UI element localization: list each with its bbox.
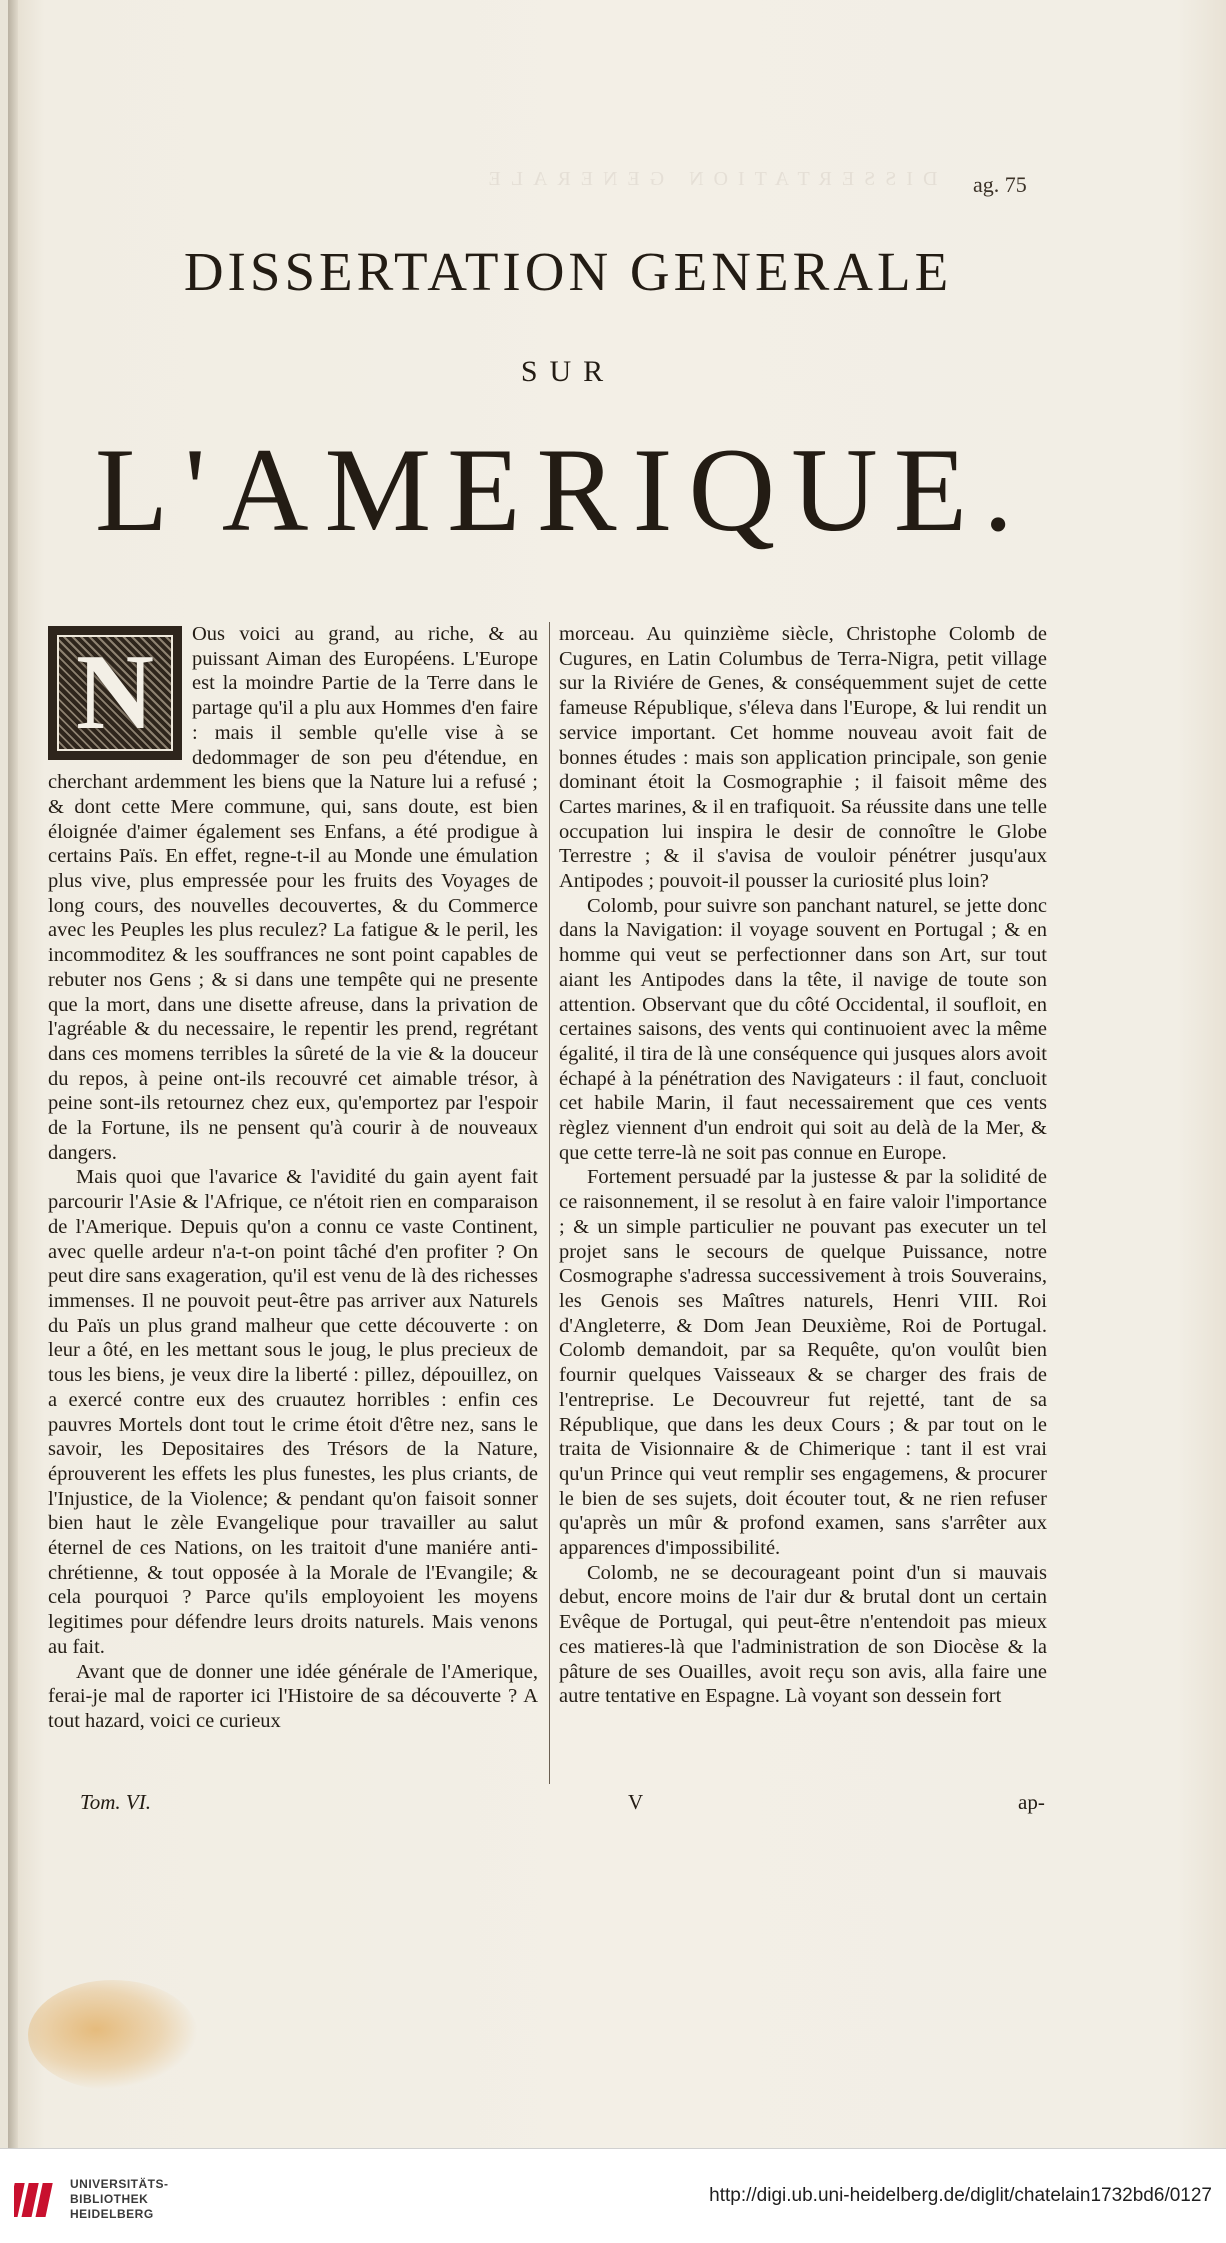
footer-catchword: ap- [1018,1790,1045,1814]
paragraph: Colomb, ne se decourageant point d'un si mauvais debut, encore moins de l'air dur & brutal dont un certain Evêque de Portugal, qui peut-être n'entendoit pas mieux ces matieres-là que l'administration de son Diocèse & la pâture de ses Ouailles, avoit reçu son avis, alla faire une autre tentative en Espagne. Là voyant son dessein fort [559,1561,1047,1708]
paragraph: morceau. Au quinzième siècle, Christophe Colomb de Cugures, en Latin Columbus de Terra-Nigra, petit village sur la Riviére de Genes, & conséquemment sujet de cette fameuse République, s'éleva dans l'Europe, & lui rendit un service important. Cet homme nouveau avoit fait de bonnes études : mais son application principale, son genie dominant étoit la Cosmographie ; il faisoit même des Cartes marines, & il en trafiquoit. Sa réussite dans une telle occupation lui inspira le desir de connoître le Globe Terrestre ; & il s'avisa de vouloir pénétrer jusqu'aux Antipodes ; pouvoit-il pousser la curiosité plus loin? [559,623,1047,893]
paper-stain [28,1980,198,2090]
paragraph: Fortement persuadé par la justesse & par la solidité de ce raisonnement, il se resolut à en faire valoir l'importance ; & un simple particulier ne pouvant pas executer un tel projet sans le secours de quelque Puissance, notre Cosmographe s'adressa successivement à trois Souverains, les Genois ses Maîtres naturels, Henri VIII. Roi d'Angleterre, & Dom Jean Deuxième, Roi de Portugal. Colomb demandoit, par sa Requête, qu'on voulût bien fournir quelques Vaisseaux & se charger des frais de l'entreprise. Le Decouvreur fut rejetté, tant de sa République, que dans les deux Cours ; & par tout on le traita de Visionnaire & de Chimerique : tant il est vrai qu'un Prince qui veut remplir ses engagemens, & procurer le bien de ses sujets, doit écouter tout, & ne rien refuser qu'après un mûr & profond examen, sans s'arrêter aux apparences d'impossibilité. [559,1166,1047,1560]
scanned-page [8,0,1226,2148]
page-spine-shadow [8,0,18,2148]
paragraph: Mais quoi que l'avarice & l'avidité du gain ayent fait parcourir l'Asie & l'Afrique, ce n'étoit rien en comparaison de l'Amerique. Depuis qu'on a connu ce vaste Continent, avec quelle ardeur n'a-t-on point tâché d'en profiter ? On peut dire sans exageration, qu'il est venu de là des richesses immenses. Il ne pouvoit peut-être pas arriver aux Naturels du Païs un plus grand malheur que cette découverte : on leur a ôté, en les mettant sous le joug, le plus precieux de tous les biens, je veux dire la liberté : pillez, dépouillez, on a exercé contre eux des cruautez horribles : enfin ces pauvres Mortels dont tout le crime étoit d'être nez, sans le savoir, les Depositaires des Trésors de la Nature, éprouverent les effets les plus funestes, les plus criants, de l'Injustice, de la Violence; & pendant qu'on faisoit sonner bien haut le zèle Evangelique pour travailler au salut éternel de ces Nations, on les traitoit d'une maniére anti-chrétienne, & tout opposée à la Morale de l'Evangile; & cela pourquoi ? Parce qu'ils employoient les moyens legitimes pour défendre leurs droits naturels. Mais venons au fait. [48,1166,538,1658]
paragraph: Avant que de donner une idée générale de l'Amerique, ferai-je mal de raporter ici l'Histoire de sa découverte ? A tout hazard, voici ce curieux [48,1660,538,1732]
university-logo-icon[interactable] [14,2177,60,2221]
footer-signature: V [628,1790,644,1814]
title-line-3: L'AMERIQUE. [94,423,1030,556]
left-column [48,622,538,1734]
title-line-1: DISSERTATION GENERALE [183,241,953,302]
column-divider [549,622,550,1784]
institution-line: UNIVERSITÄTS- [70,2177,169,2191]
page-number: ag. 75 [973,172,1027,197]
paragraph: Colomb, pour suivre son panchant naturel, se jette donc dans la Navigation: il voyage souvent en Portugal ; & en homme qui veut se perfectionner dans son Art, sur tout aiant les Antipodes dans la tête, il navige de toute son attention. Observant que du côté Occidental, il soufloit, en certaines saisons, des vents qui continuoient avec la même égalité, il tira de là une conséquence qui jusques alors avoit échapé à la pénétration des Navigateurs : il faut, concluoit cet habile Marin, il faut necessairement que ces vents règlez viennent d'un endroit qui soit au delà de la Mer, & que cette terre-là ne soit pas connue en Europe. [559,894,1047,1164]
footer-volume: Tom. VI. [80,1790,151,1814]
title-line-2: SUR [520,355,616,388]
source-url-link[interactable]: http://digi.ub.uni-heidelberg.de/diglit/chatelain1732bd6/0127 [709,2185,1212,2206]
ornamental-drop-cap [48,626,182,760]
institution-line: HEIDELBERG [70,2207,154,2221]
institution-line: BIBLIOTHEK [70,2192,149,2206]
drop-cap-letter: N [76,632,154,752]
library-footer-bar [0,2148,1226,2243]
institution-name [70,2177,169,2222]
paragraph: Ous voici au grand, au riche, & au puissant Aiman des Européens. L'Europe est la moindre Partie de la Terre dans le partage qu'il a plu aux Hommes d'en faire : mais il semble qu'elle vise à se dedommager de son peu d'étendue, en cherchant ardemment les biens que la Nature lui a refusé ; & dont cette Mere commune, qui, sans doute, est bien éloignée d'aimer également ses Enfans, a été prodigue à certains Païs. En effet, regne-t-il au Monde une émulation plus vive, plus empressée pour les fruits des Voyages de long cours, des nouvelles decouvertes, & du Commerce avec les Peuples les plus reculez? La fatigue & le peril, les incommoditez & les souffrances ne sont point capables de rebuter nos Gens ; & si dans une tempête qui ne presente que la mort, dans une disette afreuse, dans la privation de l'agréable & du necessaire, le repentir les prend, regrétant dans ces momens terribles la sûreté de la vie & la douceur du repos, à peine ont-ils recouvré cet aimable trésor, à peine sont-ils retournez chez eux, qu'emportez par l'espoir de la Fortune, ils ne pensent qu'à courir à de nouveaux dangers. [48,623,538,1164]
bleed-through-text: DISSERTATION GENERALE [478,168,938,190]
right-column [559,622,1047,1709]
